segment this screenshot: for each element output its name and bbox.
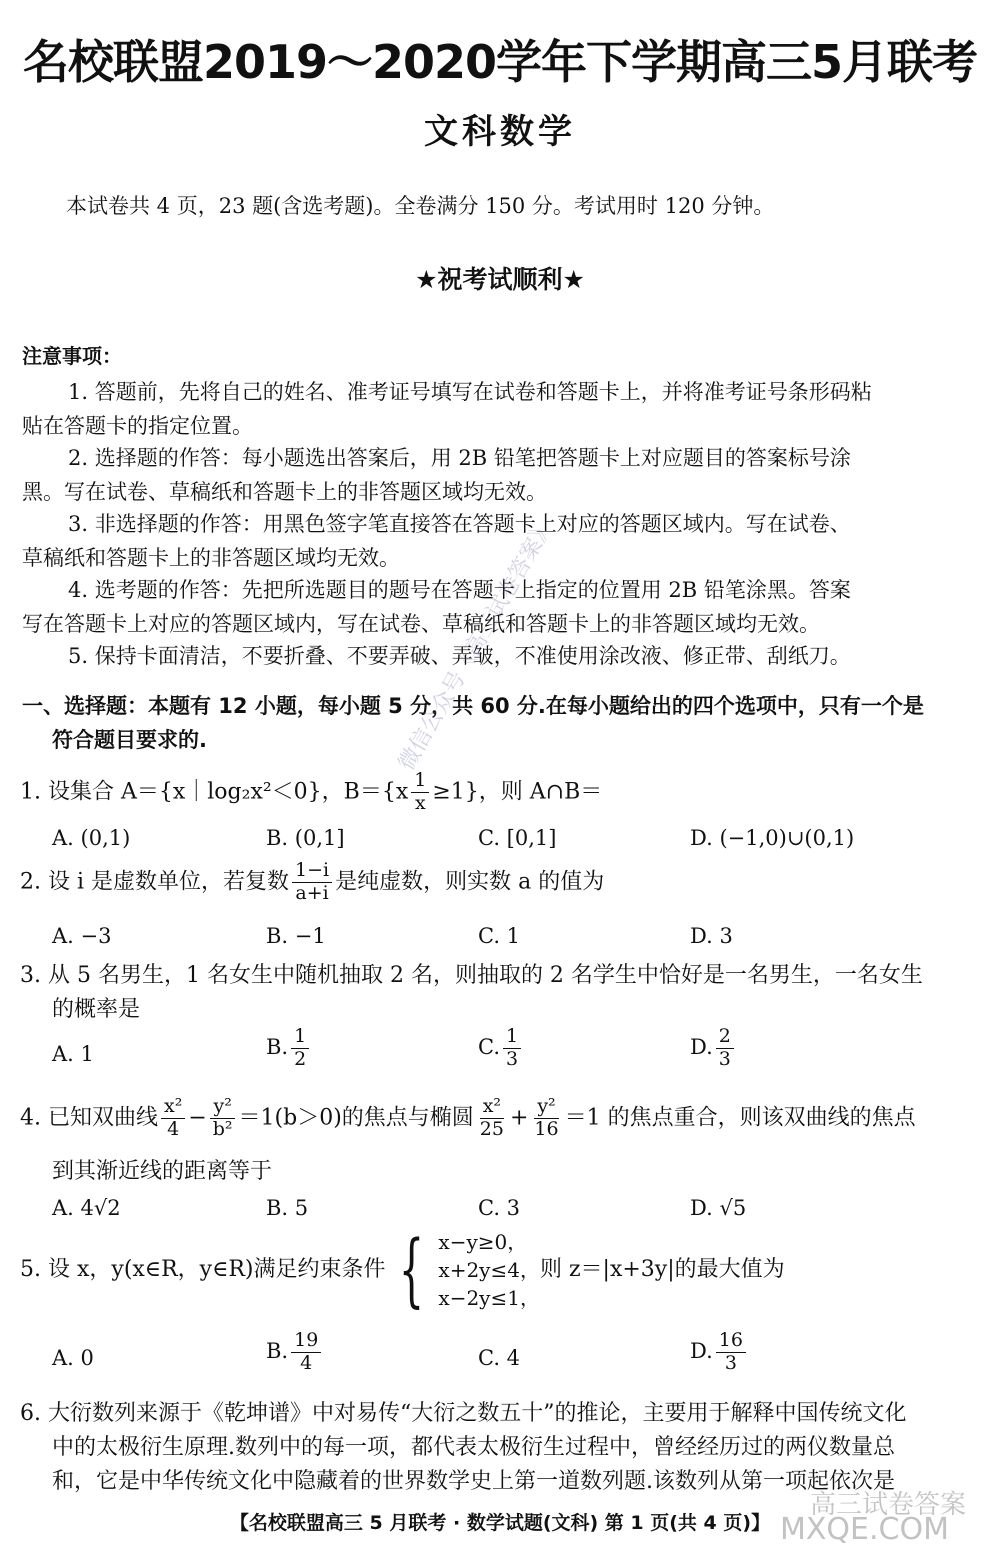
q4-fraction-4 xyxy=(531,1096,561,1141)
q1-option-b: B. (0,1] xyxy=(266,826,345,850)
frac-denominator: b² xyxy=(212,1117,233,1140)
notice-line: 草稿纸和答题卡上的非答题区域均无效。 xyxy=(22,546,400,570)
q5-option-a: A. 0 xyxy=(52,1346,94,1370)
minus-sign: − xyxy=(188,1105,207,1131)
q2-fraction xyxy=(292,860,332,905)
option-fraction xyxy=(503,1026,521,1071)
q2-option-a: A. −3 xyxy=(52,924,112,948)
question-4 xyxy=(20,1096,916,1141)
page-footer: 【名校联盟高三 5 月联考 · 数学试题(文科) 第 1 页(共 4 页)】 xyxy=(229,1512,771,1534)
frac-numerator: 1 xyxy=(411,770,429,793)
frac-numerator: y² xyxy=(534,1096,558,1119)
q3-option-b xyxy=(266,1026,312,1071)
notice-line: 1. 答题前，先将自己的姓名、准考证号填写在试卷和答题卡上，并将准考证号条形码粘 xyxy=(68,380,872,404)
frac-denominator: 25 xyxy=(479,1117,504,1140)
corner-watermark: 高三试卷答案 xyxy=(810,1490,967,1520)
notice-line: 贴在答题卡的指定位置。 xyxy=(22,414,253,438)
q2-option-d: D. 3 xyxy=(690,924,733,948)
exam-intro: 本试卷共 4 页，23 题(含选考题)。全卷满分 150 分。考试用时 120 分钟。 xyxy=(66,194,775,218)
q3-option-c xyxy=(478,1026,524,1071)
q1-stem-pre: 1. 设集合 A＝{x｜log₂x²＜0}，B＝{x xyxy=(20,779,409,805)
q2-stem-pre: 2. 设 i 是虚数单位，若复数 xyxy=(20,869,290,895)
q1-option-c: C. [0,1] xyxy=(478,826,557,850)
q1-stem-post: ≥1}，则 A∩B＝ xyxy=(432,779,603,805)
frac-denominator: x xyxy=(414,791,426,814)
option-fraction xyxy=(291,1026,309,1071)
q5-stem-pre: 5. 设 x，y(x∈R，y∈R)满足约束条件 xyxy=(20,1257,386,1282)
question-3-cont: 的概率是 xyxy=(52,997,141,1022)
frac-denominator: 3 xyxy=(506,1047,519,1070)
question-2 xyxy=(20,860,604,905)
notice-line: 2. 选择题的作答：每小题选出答案后，用 2B 铅笔把答题卡上对应题目的答案标号涂 xyxy=(68,446,851,470)
question-1 xyxy=(20,770,602,815)
option-fraction xyxy=(716,1330,746,1375)
notice-heading: 注意事项： xyxy=(22,344,122,368)
q2-stem-post: 是纯虚数，则实数 a 的值为 xyxy=(335,869,605,895)
q4-option-c: C. 3 xyxy=(478,1196,521,1220)
notice-line: 写在答题卡上对应的答题区域内，写在试卷、草稿纸和答题卡上的非答题区域均无效。 xyxy=(22,612,820,636)
option-fraction xyxy=(716,1026,734,1071)
question-6-cont: 和，它是中华传统文化中隐藏着的世界数学史上第一道数列题.该数列从第一项起依次是 xyxy=(52,1469,895,1494)
q3-option-a: A. 1 xyxy=(52,1042,94,1066)
q4-fraction-3 xyxy=(477,1096,507,1141)
exam-subject: 文科数学 xyxy=(424,112,576,152)
frac-numerator: 1−i xyxy=(292,860,332,883)
q4-fraction-2 xyxy=(210,1096,236,1141)
diagonal-watermark: 微信公众号《高三试卷答案》 xyxy=(394,514,559,775)
option-label: D. xyxy=(690,1338,713,1363)
frac-numerator: x² xyxy=(480,1096,504,1119)
frac-numerator: 1 xyxy=(291,1026,309,1049)
frac-denominator: a+i xyxy=(295,881,329,904)
option-label: B. xyxy=(266,1034,289,1059)
q4-option-b: B. 5 xyxy=(266,1196,309,1220)
option-fraction xyxy=(291,1330,321,1375)
frac-denominator: 2 xyxy=(294,1047,307,1070)
notice-line: 黑。写在试卷、草稿纸和答题卡上的非答题区域均无效。 xyxy=(22,480,547,504)
option-label: D. xyxy=(690,1034,713,1059)
question-3: 3. 从 5 名男生，1 名女生中随机抽取 2 名，则抽取的 2 名学生中恰好是一名男生，一名女生 xyxy=(20,963,923,988)
q1-option-a: A. (0,1) xyxy=(52,826,131,850)
section-heading: 一、选择题：本题有 12 小题，每小题 5 分，共 60 分.在每小题给出的四个选项中，只有一个是 xyxy=(22,694,924,718)
q5-stem-post: 则 z＝|x+3y|的最大值为 xyxy=(539,1257,785,1282)
constraint-system xyxy=(386,1223,540,1316)
q4-stem-post: ＝1 的焦点重合，则该双曲线的焦点 xyxy=(564,1105,916,1131)
page-title: 名校联盟2019～2020学年下学期高三5月联考 xyxy=(22,35,978,89)
q4-option-d: D. √5 xyxy=(690,1196,747,1220)
q1-option-d: D. (−1,0)∪(0,1) xyxy=(690,826,855,850)
q4-stem-mid: ＝1(b＞0)的焦点与椭圆 xyxy=(238,1105,474,1131)
frac-numerator: 16 xyxy=(716,1330,746,1353)
q4-fraction-1 xyxy=(161,1096,185,1141)
option-label: B. xyxy=(266,1338,289,1363)
left-brace-icon: { xyxy=(398,1223,424,1316)
option-label: C. xyxy=(478,1034,500,1059)
frac-numerator: y² xyxy=(210,1096,234,1119)
frac-denominator: 16 xyxy=(534,1117,559,1140)
good-luck-banner: ★祝考试顺利★ xyxy=(415,265,585,294)
site-watermark: MXQE.COM xyxy=(780,1512,949,1547)
frac-denominator: 3 xyxy=(724,1351,737,1374)
frac-numerator: 2 xyxy=(716,1026,734,1049)
q2-option-b: B. −1 xyxy=(266,924,326,948)
notice-line: 4. 选考题的作答：先把所选题目的题号在答题卡上指定的位置用 2B 铅笔涂黑。答案 xyxy=(68,578,851,602)
question-5 xyxy=(20,1223,785,1316)
constraint-line: x−2y≤1， xyxy=(438,1286,540,1310)
question-6: 6. 大衍数列来源于《乾坤谱》中对易传“大衍之数五十”的推论，主要用于解释中国传统文化 xyxy=(20,1401,907,1426)
q2-option-c: C. 1 xyxy=(478,924,521,948)
q1-fraction xyxy=(411,770,429,815)
q5-option-d xyxy=(690,1330,749,1375)
q4-stem-pre: 4. 已知双曲线 xyxy=(20,1105,158,1131)
q5-option-c: C. 4 xyxy=(478,1346,521,1370)
question-6-cont: 中的太极衍生原理.数列中的每一项，都代表太极衍生过程中，曾经经历过的两仪数量总 xyxy=(52,1435,895,1460)
frac-denominator: 3 xyxy=(718,1047,731,1070)
constraint-line: x−y≥0， xyxy=(438,1230,528,1254)
frac-numerator: x² xyxy=(161,1096,185,1119)
q5-option-b xyxy=(266,1330,324,1375)
plus-sign: + xyxy=(509,1105,529,1131)
q4-option-a: A. 4√2 xyxy=(52,1196,121,1220)
frac-denominator: 4 xyxy=(167,1117,180,1140)
frac-numerator: 1 xyxy=(503,1026,521,1049)
frac-denominator: 4 xyxy=(300,1351,313,1374)
q3-option-d xyxy=(690,1026,737,1071)
notice-line: 3. 非选择题的作答：用黑色签字笔直接答在答题卡上对应的答题区域内。写在试卷、 xyxy=(68,512,851,536)
question-4-cont: 到其渐近线的距离等于 xyxy=(52,1159,273,1184)
constraint-line: x+2y≤4， xyxy=(438,1258,540,1282)
frac-numerator: 19 xyxy=(291,1330,321,1353)
notice-line: 5. 保持卡面清洁，不要折叠、不要弄破、弄皱，不准使用涂改液、修正带、刮纸刀。 xyxy=(68,644,851,668)
section-heading-cont: 符合题目要求的. xyxy=(52,728,207,752)
